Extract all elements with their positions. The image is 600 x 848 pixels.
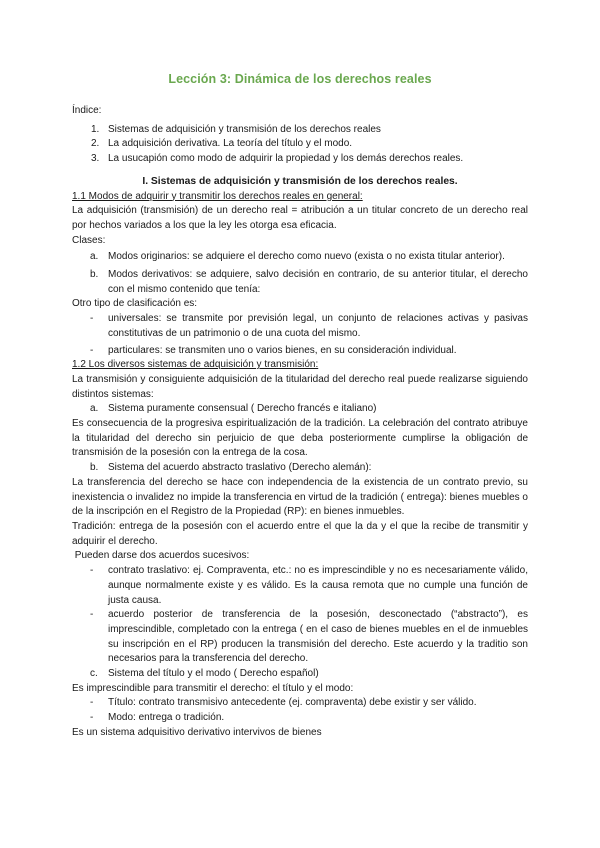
index-item (72, 123, 528, 138)
paragraph: Es consecuencia de la progresiva espiritualización de la tradición. La celebración del contrato atribuye la titularidad del derecho sin perjuicio de que deba posteriormente cumplirse la obligación de transmisión de la posesión con la entrega de la cosa. (72, 418, 528, 459)
list-text: particulares: se transmiten uno o varios bienes, en su consideración individual. (108, 344, 457, 356)
paragraph: La adquisición (transmisión) de un derecho real = atribución a un titular concreto de un derecho real por hechos variados a los que la ley les otorga esa eficacia. (72, 205, 528, 231)
paragraph: Pueden darse dos acuerdos sucesivos: (72, 550, 250, 562)
clases-label: Clases: (72, 234, 106, 246)
list-item (72, 250, 528, 265)
clases-list (72, 250, 528, 297)
list-marker: - (90, 565, 94, 577)
index-number: 1. (91, 123, 100, 135)
paragraph: La transmisión y consiguiente adquisición de la titularidad del derecho real puede realizarse siguiendo distintos sistemas: (72, 373, 528, 400)
paragraph: Es un sistema adquisitivo derivativo intervivos de bienes (72, 726, 322, 738)
paragraph: La transferencia del derecho se hace con independencia de la existencia de un contrato previo, su inexistencia o invalidez no impide la transferencia en virtud de la tradición ( entrega): bienes muebles o de la inscripción en el Registro de la Propiedad (RP): en bienes inmuebles. (72, 476, 528, 518)
list-text: Sistema puramente consensual ( Derecho francés e italiano) (108, 403, 377, 415)
system-b (72, 461, 528, 476)
list-text: universales: se transmite por previsión legal, un conjunto de relaciones activas y pasivas constitutivas de un patrimonio o de una cuota del mismo. (108, 313, 528, 339)
index-item (72, 137, 528, 152)
list-text: Modo: entrega o tradición. (108, 712, 225, 724)
list-marker: b. (90, 462, 99, 474)
subsection-heading-1-2: 1.2 Los diversos sistemas de adquisición y transmisión: (72, 359, 319, 371)
index-label: Índice: (72, 105, 102, 116)
list-item (72, 268, 528, 297)
document-body (72, 101, 528, 741)
paragraph: Tradición: entrega de la posesión con el acuerdo entre el que la da y el que la recibe de transmitir y adquirir el derecho. (72, 520, 528, 547)
list-marker: a. (90, 403, 99, 415)
section-heading: I. Sistemas de adquisición y transmisión de los derechos reales. (142, 175, 458, 187)
list-item (72, 312, 528, 341)
index-text: La usucapión como modo de adquirir la propiedad y los demás derechos reales. (108, 153, 464, 165)
lesson-title: Lección 3: Dinámica de los derechos reales (168, 72, 432, 86)
list-item (72, 608, 528, 667)
list-text: acuerdo posterior de transferencia de la posesión, desconectado (“abstracto”), es imprescindible, completado con la entrega ( en el caso de bienes muebles en el de inmuebles su inscripción en el RP) producen la transmisión del derecho. Este acuerdo y la traditio son necesarios para la transferencia del derecho. (108, 609, 528, 665)
paragraph: Es imprescindible para transmitir el derecho: el título y el modo: (72, 682, 354, 694)
list-item (72, 711, 528, 726)
list-text: Sistema del acuerdo abstracto traslativo (Derecho alemán): (108, 462, 372, 474)
acuerdos-list (72, 564, 528, 667)
list-text: contrato traslativo: ej. Compraventa, etc.: no es imprescindible y no es necesariamente válido, aunque normalmente existe y es válido. Es la causa remota que no cumple una función de justa causa. (108, 565, 528, 606)
list-item (72, 696, 528, 711)
list-marker: b. (90, 269, 99, 281)
list-item (72, 344, 528, 359)
clasificacion-label: Otro tipo de clasificación es: (72, 298, 198, 310)
system-c (72, 667, 528, 682)
system-a (72, 402, 528, 417)
index-number: 3. (91, 153, 100, 165)
list-item (72, 402, 528, 417)
titulo-modo-list (72, 696, 528, 725)
list-marker: - (90, 313, 94, 325)
list-marker: - (90, 697, 94, 709)
index-item (72, 152, 528, 167)
clasificacion-list (72, 312, 528, 358)
list-text: Sistema del título y el modo ( Derecho español) (108, 668, 319, 680)
list-marker: a. (90, 251, 99, 263)
index-text: La adquisición derivativa. La teoría del título y el modo. (108, 138, 353, 150)
list-text: Modos originarios: se adquiere el derecho como nuevo (exista o no exista titular anterior). (108, 251, 505, 263)
list-item (72, 667, 528, 682)
list-item (72, 461, 528, 476)
index-number: 2. (91, 138, 100, 150)
list-text: Título: contrato transmisivo antecedente (ej. compraventa) debe existir y ser válido. (108, 697, 477, 709)
list-text: Modos derivativos: se adquiere, salvo decisión en contrario, de su anterior titular, el derecho con el mismo contenido que tenía: (108, 269, 528, 295)
list-marker: - (90, 609, 94, 621)
subsection-heading-1-1: 1.1 Modos de adquirir y transmitir los derechos reales en general: (72, 190, 363, 202)
list-marker: - (90, 712, 94, 724)
list-item (72, 564, 528, 608)
list-marker: - (90, 344, 94, 356)
list-marker: c. (90, 668, 98, 680)
index-list (72, 123, 528, 167)
index-text: Sistemas de adquisición y transmisión de los derechos reales (108, 123, 381, 135)
